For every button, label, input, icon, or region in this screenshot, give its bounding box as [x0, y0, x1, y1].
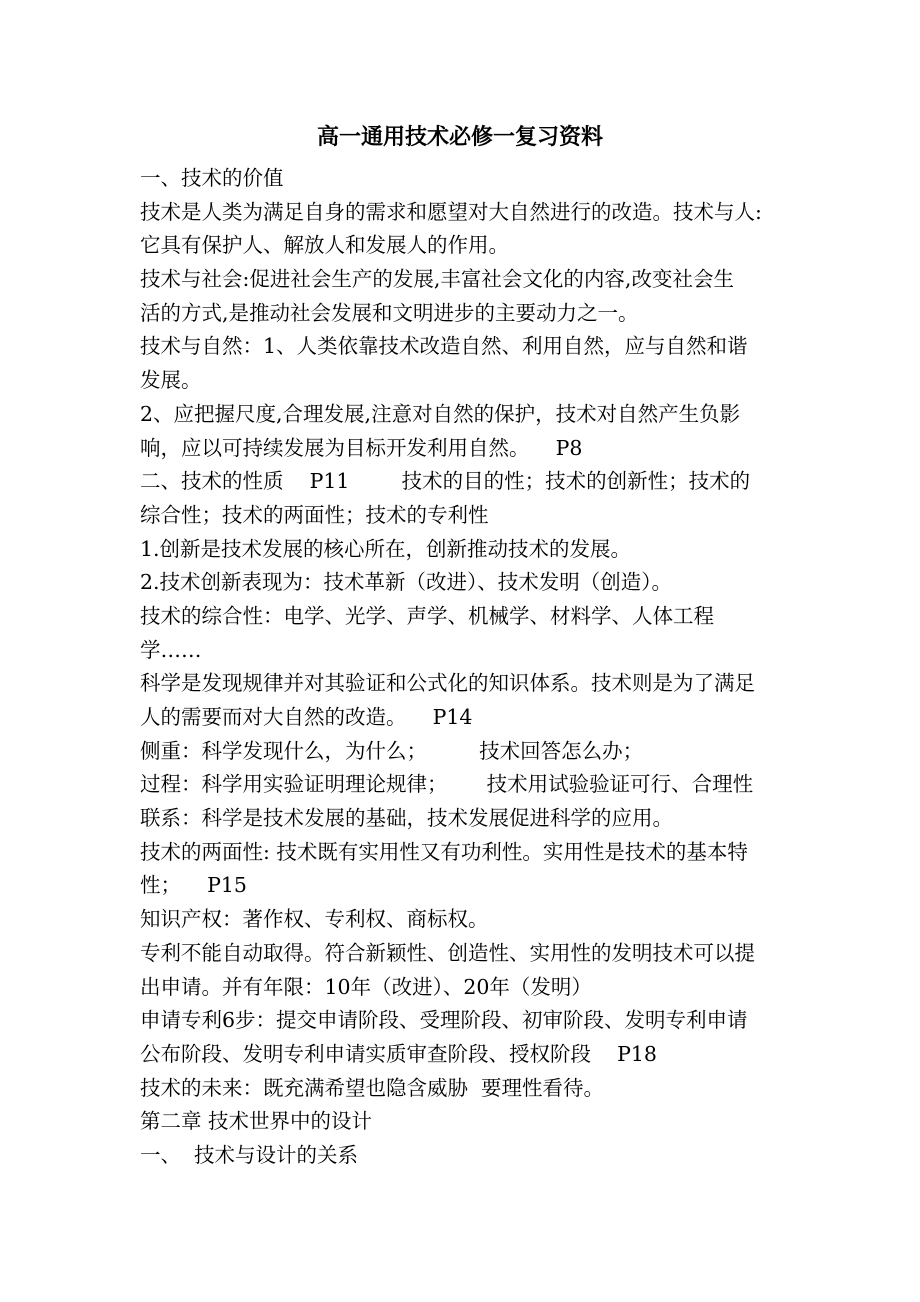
- chapter-heading: 第二章 技术世界中的设计: [140, 1109, 373, 1134]
- text-line: 发展。: [140, 368, 202, 393]
- text-line: 响，应以可持续发展为目标开发利用自然。 P8: [140, 435, 583, 460]
- text-line: 综合性；技术的两面性；技术的专利性: [140, 502, 489, 527]
- text-line: 性； P15: [140, 873, 247, 898]
- text-line: 技术与社会:促进社会生产的发展,丰富社会文化的内容,改变社会生: [140, 267, 734, 292]
- text-line: 技术与自然：1、人类依靠技术改造自然、利用自然，应与自然和谐: [140, 334, 748, 359]
- text-line: 技术的两面性: 技术既有实用性又有功利性。实用性是技术的基本特: [140, 839, 748, 864]
- text-line: 2、应把握尺度,合理发展,注意对自然的保护，技术对自然产生负影: [140, 401, 741, 426]
- document-title: 高一通用技术必修一复习资料: [316, 124, 603, 150]
- text-line: 技术是人类为满足自身的需求和愿望对大自然进行的改造。技术与人:: [140, 199, 762, 224]
- text-line: 过程：科学用实验证明理论规律； 技术用试验验证可行、合理性: [140, 772, 754, 797]
- text-line: 联系：科学是技术发展的基础，技术发展促进科学的应用。: [140, 806, 673, 831]
- text-line: 人的需要而对大自然的改造。 P14: [140, 705, 473, 729]
- text-line: 技术的综合性：电学、光学、声学、机械学、材料学、人体工程: [140, 603, 714, 628]
- text-line: 一、技术的价值: [140, 166, 284, 190]
- text-line: 科学是发现规律并对其验证和公式化的知识体系。技术则是为了满足: [140, 671, 755, 696]
- text-line: 二、技术的性质 P11 技术的目的性；技术的创新性；技术的: [140, 469, 751, 494]
- text-line: 公布阶段、发明专利申请实质审查阶段、授权阶段 P18: [140, 1041, 657, 1066]
- text-line: 活的方式,是推动社会发展和文明进步的主要动力之一。: [140, 300, 639, 325]
- text-line: 申请专利6步：提交申请阶段、受理阶段、初审阶段、发明专利申请: [140, 1008, 748, 1033]
- document-body: [140, 162, 800, 1173]
- text-line: 知识产权：著作权、专利权、商标权。: [140, 907, 489, 932]
- text-line: 2.技术创新表现为：技术革新（改进）、技术发明（创造）。: [140, 570, 673, 595]
- text-line: 出申请。并有年限：10年（改进）、20年（发明）: [140, 974, 592, 999]
- text-line: 学……: [140, 637, 202, 662]
- text-line: 1.创新是技术发展的核心所在，创新推动技术的发展。: [140, 536, 632, 561]
- section-heading: 一、 技术与设计的关系: [140, 1142, 359, 1167]
- text-line: 侧重：科学发现什么，为什么； 技术回答怎么办；: [140, 738, 644, 763]
- text-line: 专利不能自动取得。符合新颖性、创造性、实用性的发明技术可以提: [140, 940, 755, 965]
- text-line: 它具有保护人、解放人和发展人的作用。: [140, 233, 509, 258]
- text-line: 技术的未来：既充满希望也隐含威胁 要理性看待。: [140, 1075, 605, 1100]
